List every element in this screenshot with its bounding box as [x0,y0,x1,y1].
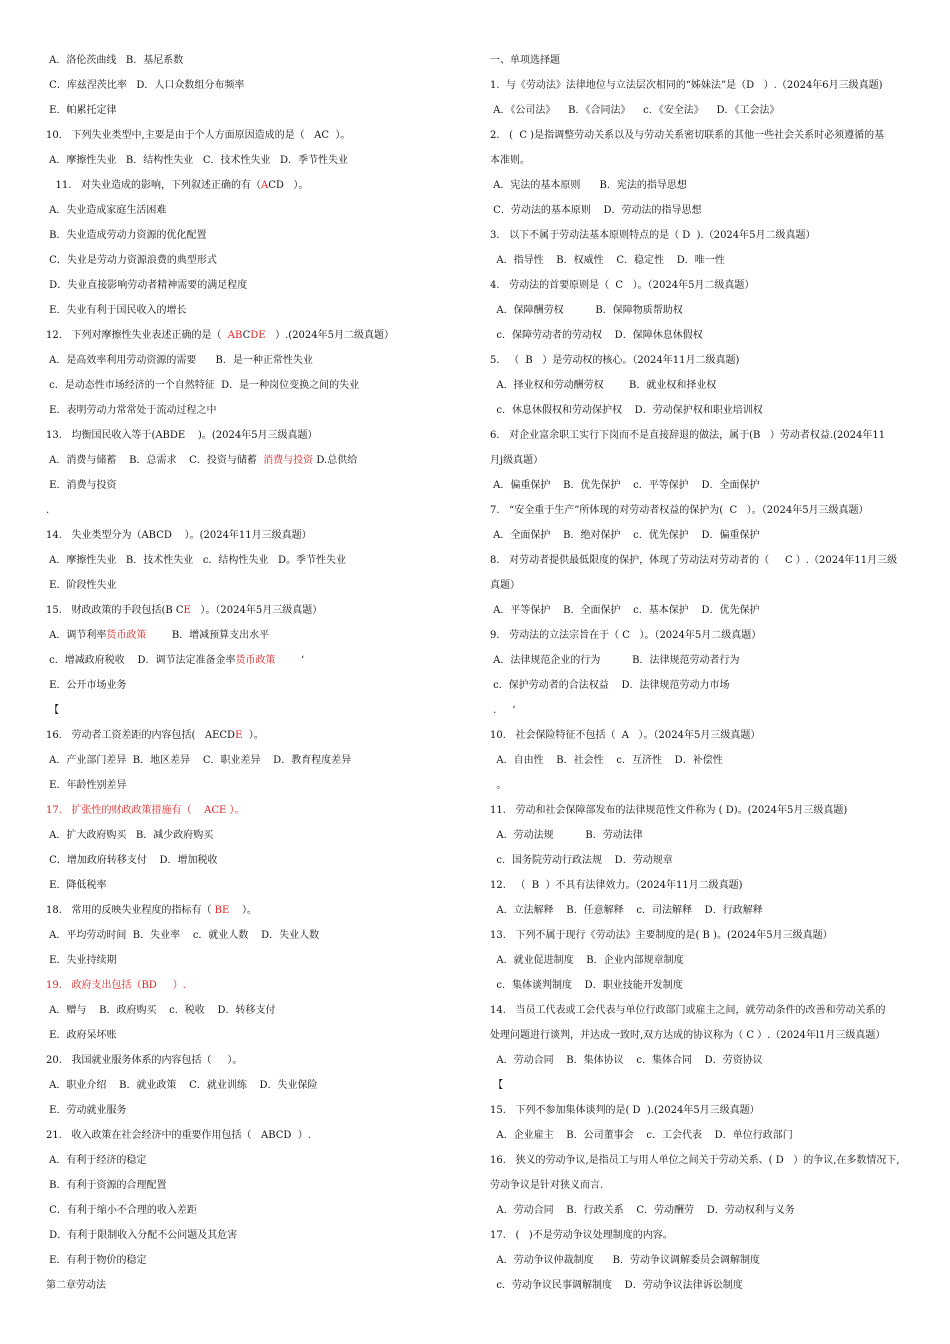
text-line [46,177,476,202]
text-segment: A．劳动法规 B．劳动法律 [490,830,643,841]
text-segment: A．就业促进制度 B．企业内部规章制度 [490,955,684,966]
text-segment: 3. 以下不属于劳动法基本原则特点的是（ D ).（2024年5月二级真题） [490,230,816,241]
text-segment: A．劳动合同 B．集体协议 c．集体合同 D．劳资协议 [490,1055,763,1066]
text-segment: A．劳动争议仲裁制度 B．劳动争议调解委员会调解制度 [490,1255,760,1266]
text-line [46,927,476,952]
text-segment: A．指导性 B．权威性 C．稳定性 D．唯一性 [490,255,725,266]
text-segment: . ‘ [490,705,516,716]
text-line [490,477,915,502]
text-segment: E．公开市场业务 [46,680,127,691]
text-segment: 16. 劳动者工资差距的内容包括( AECD [46,730,236,741]
text-segment: ）.(2024年5月二级真题） [265,330,394,341]
text-segment: A．职业介绍 B．就业政策 C．就业训练 D．失业保险 [46,1080,318,1091]
text-line [490,102,915,127]
text-segment: A．扩大政府购买 B．减少政府购买 [46,830,214,841]
text-line [46,327,476,352]
text-line [46,877,476,902]
text-segment: B．失业造成劳动力资源的优化配置 [46,230,207,241]
highlighted-text: E [235,730,243,741]
text-segment: E．失业有利于国民收入的增长 [46,305,187,316]
text-line [490,1227,915,1252]
text-line [490,1052,915,1077]
text-line [490,1027,915,1052]
text-segment: E．表明劳动力常常处于流动过程之中 [46,405,217,416]
text-line [46,1002,476,1027]
text-segment: E．有利于物价的稳定 [46,1255,147,1266]
text-segment: E．帕累托定律 [46,105,117,116]
text-line [46,1077,476,1102]
text-segment: A．赠与 B．政府购买 c．税收 D．转移支付 [46,1005,276,1016]
text-segment: 16. 狭义的劳动争议,是指员工与用人单位之间关于劳动关系、( D ）的争议,在多数情况下, [490,1155,900,1166]
text-segment: E．失业持续期 [46,955,117,966]
text-segment: 1. 与《劳动法》法律地位与立法层次相同的“姊妹法”是（D ）.（2024年6月三级真题) [490,80,883,91]
text-line [490,777,915,802]
text-line [46,602,476,627]
text-line [490,302,915,327]
text-segment: A．立法解释 B．任意解释 c．司法解释 D．行政解释 [490,905,763,916]
text-segment: c．保护劳动者的合法权益 D．法律规范劳动力市场 [490,680,730,691]
right-column [490,52,915,1302]
text-segment: 本准则。 [490,155,530,166]
text-line [490,727,915,752]
text-line [46,477,476,502]
text-line [46,1177,476,1202]
text-line [46,1202,476,1227]
text-segment: D．有利于限制收入分配不公问题及其危害 [46,1230,238,1241]
highlighted-text: 17. 扩张性的财政政策措施有（ ACE ）。 [46,805,245,816]
text-segment: ‘ [275,655,305,666]
text-segment: 13. 下列不属于现行《劳动法》主要制度的是( B )。(2024年5月三级真题） [490,930,833,941]
text-segment: 8. 对劳动者提供最低限度的保护，体现了劳动法对劳动者的（ C ）.（2024年11月三级 [490,555,898,566]
text-line [46,377,476,402]
text-segment: E．阶段性失业 [46,580,117,591]
text-segment: 9. 劳动法的立法宗旨在于（ C ）。（2024年5月二级真题） [490,630,762,641]
text-segment: C [242,330,251,341]
text-segment: C．增加政府转移支付 D．增加税收 [46,855,218,866]
text-segment: A．择业权和劳动酬劳权 B．就业权和择业权 [490,380,717,391]
text-line [490,627,915,652]
text-segment: A．《公司法》 B．《合同法》 c．《安全法》 D．《工会法》 [490,105,780,116]
text-segment: E．年龄性别差异 [46,780,127,791]
text-line [46,727,476,752]
text-segment: B．增减预算支出水平 [146,630,270,641]
text-line [46,1227,476,1252]
text-segment: A．自由性 B．社会性 c．互济性 D．补偿性 [490,755,723,766]
text-line [490,577,915,602]
text-line [490,652,915,677]
text-line [46,577,476,602]
text-line [46,552,476,577]
text-segment: 15. 财政政策的手段包括(B C [46,605,184,616]
text-segment: 7. “安全重于生产”所体现的对劳动者权益的保护为( C ）。（2024年5月三级真题） [490,505,869,516]
text-segment: A．洛伦茨曲线 B．基尼系数 [46,55,184,66]
text-line [46,402,476,427]
text-segment: 17. ( )不是劳动争议处理制度的内容。 [490,1230,673,1241]
text-line [490,1152,915,1177]
highlighted-text: DE [250,330,266,341]
text-segment: A．是高效率利用劳动资源的需要 B．是一种正常性失业 [46,355,313,366]
text-line [46,802,476,827]
text-segment: c．保障劳动者的劳动权 D．保障休息休假权 [490,330,703,341]
highlighted-text: A [260,180,269,191]
text-segment: ）。 [229,905,257,916]
text-line [46,452,476,477]
text-line [46,1127,476,1152]
text-segment: A．企业雇主 B．公司董事会 c．工会代表 D．单位行政部门 [490,1130,793,1141]
text-line [46,777,476,802]
text-line [46,827,476,852]
text-line [490,952,915,977]
text-line [490,227,915,252]
text-segment: E．降低税率 [46,880,107,891]
text-segment: 14. 当员工代表或工会代表与单位行政部门或雇主之间，就劳动条件的改善和劳动关系的 [490,1005,886,1016]
text-line [490,152,915,177]
text-segment: E．政府呆坏账 [46,1030,117,1041]
text-line [490,677,915,702]
text-segment: c．国务院劳动行政法规 D．劳动规章 [490,855,673,866]
text-segment: 10. 下列失业类型中,主要是由于个人方面原因造成的是（ AC ）。 [46,130,351,141]
text-segment: C．有利于缩小不合理的收入差距 [46,1205,197,1216]
text-segment: c．休息休假权和劳动保护权 D．劳动保护权和职业培训权 [490,405,763,416]
text-segment: 12. （ B ）不具有法律效力。（2024年11月二级真题) [490,880,743,891]
text-segment: ）。 [242,730,264,741]
text-line [490,527,915,552]
text-line [490,552,915,577]
text-segment: A．法律规范企业的行为 B．法律规范劳动者行为 [490,655,740,666]
text-line [46,302,476,327]
text-line [490,827,915,852]
text-segment: A．劳动合同 B．行政关系 C．劳动酬劳 D．劳动权利与义务 [490,1205,795,1216]
text-segment: ）。（2024年5月三级真题） [190,605,323,616]
text-line [490,1252,915,1277]
text-line [46,502,476,527]
text-segment: 真题） [490,580,520,591]
text-line [46,977,476,1002]
left-column [46,52,476,1302]
text-segment: c．劳动争议民事调解制度 D．劳动争议法律诉讼制度 [490,1280,743,1291]
text-segment: B．有利于资源的合理配置 [46,1180,167,1191]
text-line [46,102,476,127]
highlighted-text: E [183,605,191,616]
text-segment: CD ）。 [268,180,309,191]
text-line [46,77,476,102]
text-segment: 【 [46,705,60,716]
text-line [46,1027,476,1052]
text-line [490,902,915,927]
text-segment: 月j级真题） [490,455,544,466]
text-line [46,252,476,277]
text-line [490,452,915,477]
highlighted-text: 19. 政府支出包括（BD ）. [46,980,186,991]
text-line [46,427,476,452]
highlighted-text: AB [227,330,243,341]
text-segment: 11. 劳动和社会保障部发布的法律规范性文件称为 ( D)。(2024年5月三级真题) [490,805,848,816]
text-line [490,1077,915,1102]
text-line [490,702,915,727]
text-segment: c．是动态性市场经济的一个自然特征 D．是一种岗位变换之间的失业 [46,380,360,391]
text-segment: A．平均劳动时间 B．失业率 c．就业人数 D．失业人数 [46,930,320,941]
text-segment: A．调节利率 [46,630,107,641]
text-line [490,177,915,202]
text-segment: 。 [490,780,507,791]
text-segment: 处理问题进行谈判，并达成一致时,双方达成的协议称为（ C ）.（2024年l1月三级真题） [490,1030,886,1041]
text-line [490,252,915,277]
text-line [46,852,476,877]
text-segment: 20. 我国就业服务体系的内容包括（ ）。 [46,1055,243,1066]
text-segment: A．产业部门差异 B．地区差异 C．职业差异 D．教育程度差异 [46,755,352,766]
text-segment: 15. 下列不参加集体谈判的是( D ).(2024年5月三级真题） [490,1105,760,1116]
highlighted-text: BE [214,905,230,916]
highlighted-text: 货币政策 [106,630,147,641]
text-segment: C．劳动法的基本原则 D．劳动法的指导思想 [490,205,702,216]
text-segment: E．消费与投资 [46,480,117,491]
text-line [46,227,476,252]
text-segment: 5. （ B ）是劳动权的核心。（2024年11月二级真题) [490,355,740,366]
text-line [490,1177,915,1202]
text-segment: 2. ( C )是指调整劳动关系以及与劳动关系密切联系的其他一些社会关系时必须遵循的基 [490,130,885,141]
text-segment: 6. 对企业富余职工实行下岗而不是直接辞退的做法，属于(B ）劳动者权益.(2024年11 [490,430,886,441]
text-line [46,702,476,727]
text-line [46,1152,476,1177]
text-segment: E．劳动就业服务 [46,1105,127,1116]
text-segment: 11. 对失业造成的影响，下列叙述正确的有（ [46,180,261,191]
text-line [490,352,915,377]
text-segment: c．集体谈判制度 D．职业技能开发制度 [490,980,683,991]
text-segment: A．宪法的基本原则 B．宪法的指导思想 [490,180,687,191]
text-segment: D.总供给 [313,455,358,466]
text-line [490,602,915,627]
text-line [490,127,915,152]
text-segment: A．摩擦性失业 B．结构性失业 C．技术性失业 D．季节性失业 [46,155,349,166]
text-line [490,52,915,77]
text-segment: 21. 收入政策在社会经济中的重要作用包括（ ABCD ）. [46,1130,311,1141]
text-line [490,502,915,527]
text-line [490,77,915,102]
text-line [490,202,915,227]
text-line [46,52,476,77]
text-line [490,402,915,427]
text-segment: A．有利于经济的稳定 [46,1155,147,1166]
text-line [46,677,476,702]
text-segment: 14. 失业类型分为（ABCD ）。(2024年11月三级真题） [46,530,312,541]
text-segment: c．增减政府税收 D．调节法定准备金率 [46,655,236,666]
text-segment: 10. 社会保险特征不包括（ A ）。（2024年5月三级真题） [490,730,761,741]
text-segment: A．失业造成家庭生活困难 [46,205,167,216]
text-line [46,1052,476,1077]
text-line [490,927,915,952]
text-line [46,277,476,302]
text-segment: 18. 常用的反映失业程度的指标有（ [46,905,215,916]
text-segment: 第二章劳动法 [46,1280,106,1291]
text-line [46,952,476,977]
text-segment: C．库兹涅茨比率 D．人口众数组分布频率 [46,80,245,91]
text-segment: . [46,505,50,516]
text-line [46,127,476,152]
text-line [490,852,915,877]
text-segment: A．摩擦性失业 B．技术性失业 c．结构性失业 D。季节性失业 [46,555,346,566]
text-segment: A．平等保护 B．全面保护 c．基本保护 D．优先保护 [490,605,760,616]
text-line [46,1102,476,1127]
text-line [490,427,915,452]
text-line [490,752,915,777]
text-segment: A．保障酬劳权 B．保障物质帮助权 [490,305,683,316]
text-segment: 12. 下列对摩擦性失业表述正确的是（ [46,330,228,341]
text-line [490,1127,915,1152]
text-line [490,327,915,352]
text-line [46,202,476,227]
highlighted-text: 货币政策 [235,655,276,666]
text-line [490,1102,915,1127]
text-segment: 13. 均衡国民收入等于(ABDE )。(2024年5月三级真题） [46,430,318,441]
text-segment: 【 [490,1080,504,1091]
text-segment: C．失业是劳动力资源浪费的典型形式 [46,255,217,266]
text-line [46,1252,476,1277]
text-segment: 一、单项选择题 [490,55,560,66]
text-segment: 劳动争议是针对狭义而言. [490,1180,604,1191]
text-segment: A．消费与储蓄 B．总需求 C．投资与储蓄 [46,455,264,466]
text-line [46,152,476,177]
text-line [46,1277,476,1302]
text-segment: A．偏重保护 B．优先保护 c．平等保护 D．全面保护 [490,480,760,491]
text-line [46,652,476,677]
text-line [490,1002,915,1027]
text-line [490,277,915,302]
text-line [46,627,476,652]
text-line [490,377,915,402]
highlighted-text: 消费与投资 [263,455,314,466]
text-line [46,752,476,777]
text-line [490,802,915,827]
text-segment: D．失业直接影响劳动者精神需要的满足程度 [46,280,248,291]
text-line [490,977,915,1002]
text-line [490,877,915,902]
text-line [46,527,476,552]
text-line [490,1277,915,1302]
text-line [46,352,476,377]
text-line [46,902,476,927]
text-segment: A．全面保护 B．绝对保护 c．优先保护 D．偏重保护 [490,530,760,541]
text-line [490,1202,915,1227]
text-segment: 4. 劳动法的首要原则是（ C ）。（2024年5月二级真题） [490,280,755,291]
